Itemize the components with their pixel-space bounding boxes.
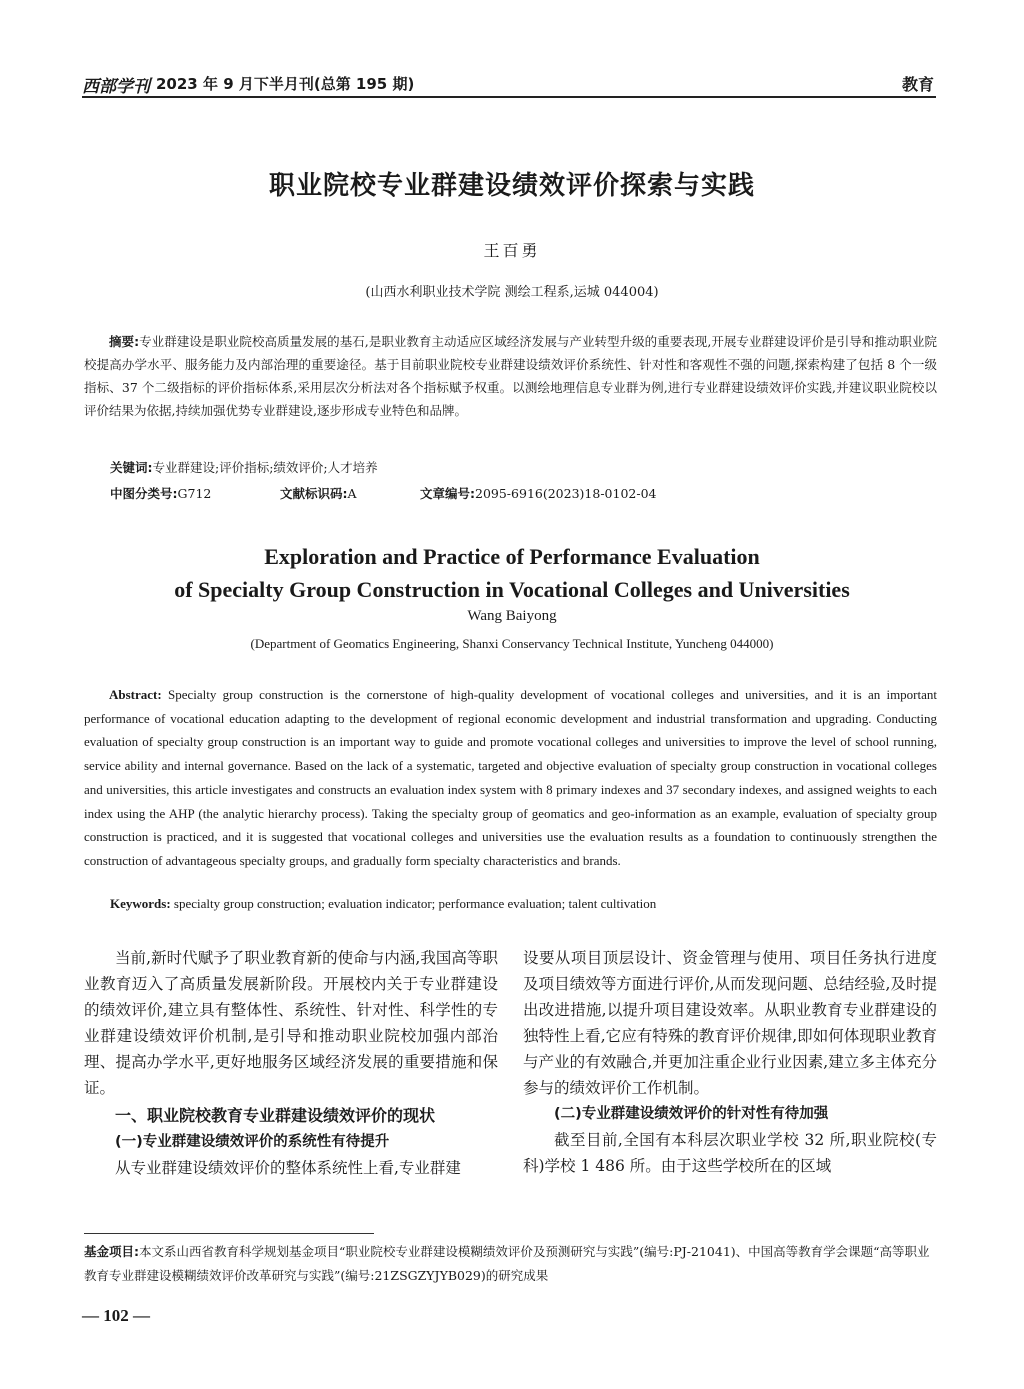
funding-label: 基金项目: [84,1244,139,1259]
article-no-label: 文章编号: [420,486,475,501]
affiliation-cn: (山西水利职业技术学院 测绘工程系,运城 044004) [365,285,659,300]
article-no-value: 2095-6916(2023)18-0102-04 [475,486,657,501]
abstract-cn-label: 摘要: [109,334,140,349]
intro-paragraph: 当前,新时代赋予了职业教育新的使命与内涵,我国高等职业教育迈入了高质量发展新阶段。开展校内关于专业群建设的绩效评价,建立具有整体性、系统性、针对性、科学性的专业群建设绩效评价机制,是引导和推动职业院校加强内部治理、提高办学水平,更好地服务区域经济发展的重要措施和保证。 [84,949,498,1097]
title-en-line2: of Specialty Group Construction in Vocational Colleges and Universities [174,577,850,602]
affiliation-en: (Department of Geomatics Engineering, Shanxi Conservancy Technical Institute, Yuncheng 044000) [250,636,774,651]
abstract-en-text: Specialty group construction is the cornerstone of high-quality development of vocational colleges and universities, and it is an important performance of vocational education adapting to the development of regional economic development and industrial transformation and upgrading. Conducting evaluation of specialty group construction is an important way to guide and promote vocational colleges and universities to improve the level of school running, service ability and internal governance. Based on the lack of a systematic, targeted and objective evaluation of specialty group construction in vocational colleges and universities, this article investigates and constructs an evaluation index system with 8 primary indexes and 37 secondary indexes, and assigned weights to each index using the AHP (the analytic hierarchy process). Taking the specialty group of geomatics and geo-information as an example, evaluation of specialty group construction is practiced, and it is suggested that vocational colleges and universities use the evaluation results as a foundation to continuously strengthen the construction of advantageous specialty groups, and gradually form specialty characteristics and brands. [84,687,938,868]
journal-logo: 西部学刊 [82,77,150,97]
doc-code-label: 文献标识码: [280,486,348,501]
body-column-left [84,945,498,1181]
keywords-cn-label: 关键词: [110,460,153,475]
doc-code-value: A [347,486,357,501]
abstract-en-label: Abstract: [109,687,162,702]
section1-heading: 一、职业院校教育专业群建设绩效评价的现状 [115,1106,436,1125]
subsection1-paragraph-continued: 设要从项目顶层设计、资金管理与使用、项目任务执行进度及项目绩效等方面进行评价,从而发现问题、总结经验,及时提出改进措施,以提升项目建设效率。从职业教育专业群建设的独特性上看,它应有特殊的教育评价规律,即如何体现职业教育与产业的有效融合,并更加注重企业行业因素,建立多主体充分参与的绩效评价工作机制。 [523,949,937,1097]
subsection1-paragraph: 从专业群建设绩效评价的整体系统性上看,专业群建 [115,1159,461,1177]
keywords-cn-text: 专业群建设;评价指标;绩效评价;人才培养 [152,460,378,475]
title-en-line1: Exploration and Practice of Performance Evaluation [264,544,760,569]
keywords-en-text: specialty group construction; evaluation indicator; performance evaluation; talent cultivation [173,896,657,911]
clc-label: 中图分类号: [110,486,178,501]
abstract-cn-text: 专业群建设是职业院校高质量发展的基石,是职业教育主动适应区域经济发展与产业转型升级的重要表现,开展专业群建设评价是引导和推动职业院校提高办学水平、服务能力及内部治理的重要途径。基于目前职业院校专业群建设绩效评价系统性、针对性和客观性不强的问题,探索构建了包括 8 个一级指标、37 个二级指标的评价指标体系,采用层次分析法对各个指标赋予权重。以测绘地理信息专业群为例,进行专业群建设绩效评价实践,并建议职业院校以评价结果为依据,持续加强优势专业群建设,逐步形成专业特色和品牌。 [84,334,937,418]
author-cn: 王百勇 [483,241,541,260]
classification-line [110,484,656,502]
section-name: 教育 [901,75,934,94]
body-column-right [523,945,937,1179]
funding-text: 本文系山西省教育科学规划基金项目“职业院校专业群建设模糊绩效评价及预测研究与实践”(编号:PJ-21041)、中国高等教育学会课题“高等职业教育专业群建设模糊绩效评价改革研究与实践”(编号:21ZSGZYJYB029)的研究成果 [84,1244,930,1283]
funding-note [84,1240,937,1288]
title-cn: 职业院校专业群建设绩效评价探索与实践 [268,171,755,201]
keywords-en [110,896,656,912]
running-header [82,70,936,98]
subsection1-heading: (一)专业群建设绩效评价的系统性有待提升 [115,1134,390,1150]
keywords-en-label: Keywords: [110,896,171,911]
title-en [0,540,1024,606]
page-number: — 102 — [82,1306,150,1325]
abstract-en [84,683,937,873]
footnote-rule [84,1233,374,1234]
issue-info: 2023 年 9 月下半月刊(总第 195 期) [156,75,415,93]
abstract-cn [84,330,937,422]
subsection2-heading: (二)专业群建设绩效评价的针对性有待加强 [554,1106,829,1122]
clc-value: G712 [177,486,212,501]
author-en: Wang Baiyong [467,608,557,624]
keywords-cn [110,458,378,476]
subsection2-paragraph: 截至目前,全国有本科层次职业学校 32 所,职业院校(专科)学校 1 486 所。由于这些学校所在的区域 [523,1131,937,1175]
